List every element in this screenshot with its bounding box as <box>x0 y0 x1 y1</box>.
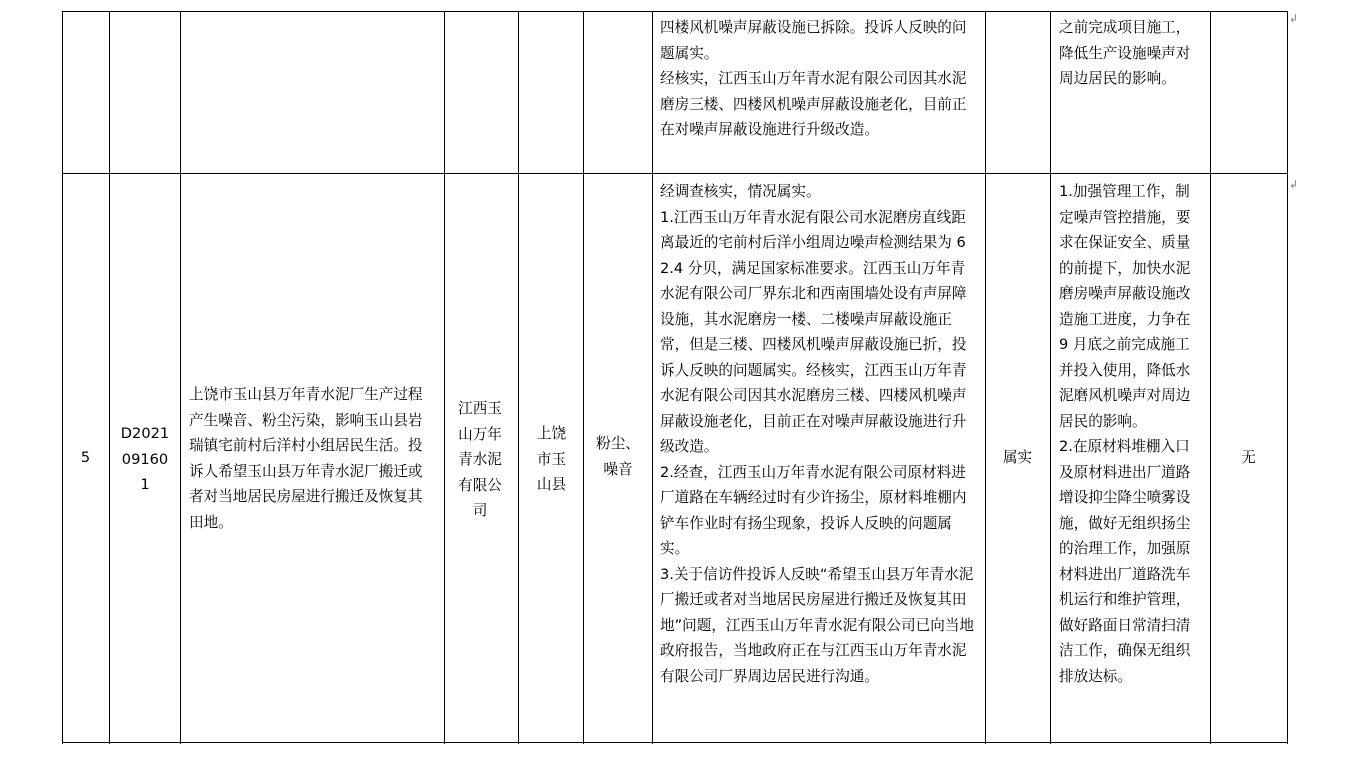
region: 上饶市玉山县 <box>536 425 567 493</box>
result-paragraph: 2.经查，江西玉山万年青水泥有限公司原材料进厂道路在车辆经过时有少许扬尘，原材料堆棚内铲车作业时有扬尘现象，投诉人反映的问题属实。 <box>660 463 967 557</box>
complaint-table <box>62 11 1288 744</box>
prev-row-result-cell: 四楼风机噪声屏蔽设施已拆除。投诉人反映的问题属实。 经核实，江西玉山万年青水泥有限公司因其水泥磨房三楼、四楼风机噪声屏蔽设施老化，目前正在对噪声屏蔽设施进行升级改造。 <box>660 19 967 138</box>
col-divider <box>109 11 110 744</box>
col-divider <box>985 11 986 744</box>
accountability: 无 <box>1241 449 1256 466</box>
col-divider <box>583 11 584 744</box>
result-paragraph: 3.关于信访件投诉人反映“希望玉山县万年青水泥厂搬迁或者对当地居民房屋进行搬迁及恢复其田地”问题，江西玉山万年青水泥有限公司已向当地政府报告，当地政府正在与江西玉山万年青水泥有限公司厂界周边居民进行沟通。 <box>660 565 975 685</box>
col-divider <box>1050 11 1051 744</box>
col-divider <box>62 11 63 744</box>
row-end-mark: ↲ <box>1289 178 1299 191</box>
col-divider <box>180 11 181 744</box>
result-paragraph: 经调查核实，情况属实。 <box>660 183 821 200</box>
col-divider <box>444 11 445 744</box>
table-border-bottom <box>62 742 1288 743</box>
table-border-top <box>62 11 1288 12</box>
col-divider <box>1287 11 1288 744</box>
col-divider <box>518 11 519 744</box>
verdict: 属实 <box>1002 449 1033 466</box>
company-name: 江西玉山万年青水泥有限公司 <box>458 400 502 519</box>
case-id: D2021091601 <box>120 425 170 493</box>
measure-paragraph: 1.加强管理工作，制定噪声管控措施，要求在保证安全、质量的前提下，加快水泥磨房噪声屏蔽设施改造施工进度，力争在 9 月底之前完成施工并投入使用，降低水泥磨风机噪声对周边居民的影响。 <box>1059 183 1191 430</box>
pollution-type: 粉尘、噪音 <box>596 435 640 478</box>
prev-row-measures-cell: 之前完成项目施工，降低生产设施噪声对周边居民的影响。 <box>1059 19 1191 87</box>
col-divider <box>652 11 653 744</box>
rectification-measures <box>1059 179 1199 689</box>
result-paragraph: 1.江西玉山万年青水泥有限公司水泥磨房直线距离最近的宅前村后洋小组周边噪声检测结果为 62.4 分贝，满足国家标准要求。江西玉山万年青水泥有限公司厂界东北和西南围墙处设有声屏障设施，其水泥磨房一楼、二楼噪声屏蔽设施正常，但是三楼、四楼风机噪声屏蔽设施已折，投诉人反映的问题属实。经核实，江西玉山万年青水泥有限公司因其水泥磨房三楼、四楼风机噪声屏蔽设施老化，目前正在对噪声屏蔽设施进行升级改造。 <box>660 208 967 455</box>
measure-paragraph: 2.在原材料堆棚入口及原材料进出厂道路增设抑尘降尘喷雾设施，做好无组织扬尘的治理工作，加强原材料进出厂道路洗车机运行和维护管理，做好路面日常清扫清洁工作，确保无组织排放达标。 <box>1059 438 1191 685</box>
complaint-description: 上饶市玉山县万年青水泥厂生产过程产生噪音、粉尘污染，影响玉山县岩瑞镇宅前村后洋村小组居民生活。投诉人希望玉山县万年青水泥厂搬迁或者对当地居民房屋进行搬迁及恢复其田地。 <box>189 386 423 531</box>
row-index: 5 <box>80 449 91 466</box>
col-divider <box>1210 11 1211 744</box>
investigation-result <box>660 179 978 689</box>
row-end-mark: ↲ <box>1289 12 1299 25</box>
row-divider <box>62 173 1288 174</box>
